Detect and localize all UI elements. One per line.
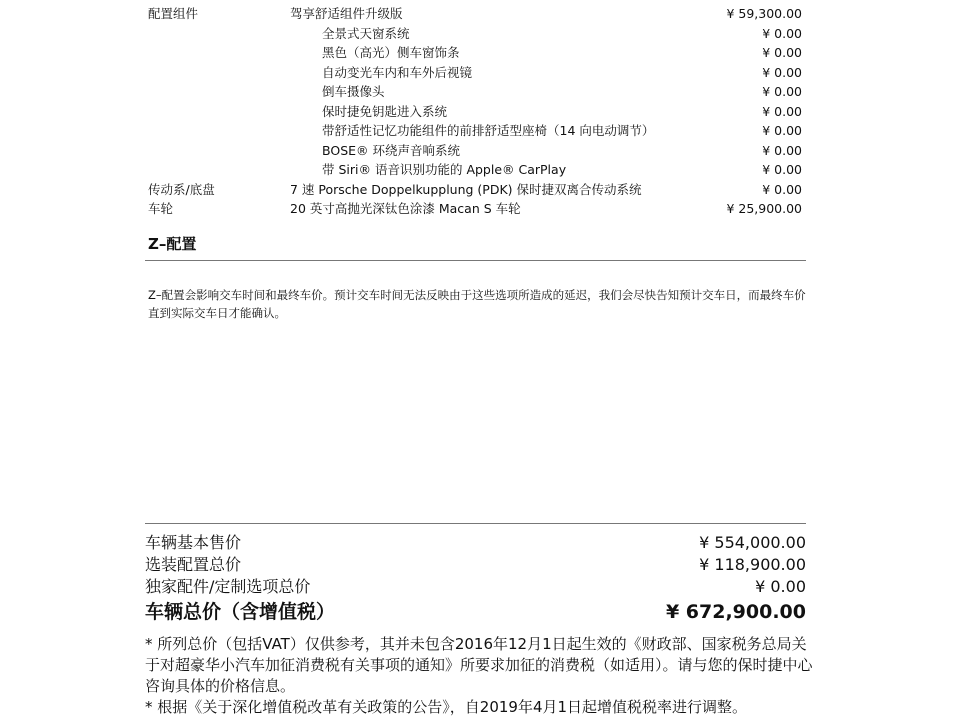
grand-total-value: ¥ 672,900.00 [665, 601, 806, 623]
equipment-item: 黑色（高光）侧车窗饰条 [322, 45, 460, 60]
total-label: 选装配置总价 [145, 555, 242, 574]
footnote: * 根据《关于深化增值税改革有关政策的公告》，自2019年4月1日起增值税税率进行调整。 [145, 698, 748, 716]
equipment-item: 保时捷免钥匙进入系统 [322, 103, 448, 119]
equipment-category: 车轮 [148, 201, 174, 216]
total-row-exclusive [145, 576, 806, 598]
footnotes [145, 634, 813, 718]
equipment-price: ¥ 0.00 [762, 25, 802, 41]
equipment-price: ¥ 0.00 [762, 64, 802, 80]
equipment-price: ¥ 0.00 [762, 162, 802, 177]
equipment-row [148, 63, 804, 83]
equipment-price: ¥ 59,300.00 [726, 6, 802, 21]
total-row-base-price [145, 532, 806, 554]
equipment-item: 7 速 Porsche Doppelkupplung (PDK) 保时捷双离合传动系统 [290, 181, 642, 197]
equipment-row [148, 43, 804, 63]
total-row-options [145, 554, 806, 576]
equipment-row [148, 141, 804, 161]
grand-total-label: 车辆总价（含增值税） [145, 601, 336, 623]
section-divider [145, 260, 806, 261]
equipment-category: 配置组件 [148, 6, 199, 21]
equipment-row [148, 199, 804, 219]
equipment-price: ¥ 0.00 [762, 123, 802, 138]
total-value: ¥ 554,000.00 [699, 533, 806, 552]
equipment-row [148, 82, 804, 102]
equipment-item: 自动变光车内和车外后视镜 [322, 64, 473, 80]
equipment-row [148, 121, 804, 141]
equipment-price: ¥ 25,900.00 [726, 201, 802, 216]
equipment-table [148, 4, 804, 219]
total-label: 车辆基本售价 [145, 533, 242, 552]
equipment-price: ¥ 0.00 [762, 181, 802, 197]
equipment-item: 全景式天窗系统 [322, 25, 410, 41]
total-value: ¥ 0.00 [755, 577, 806, 596]
equipment-item: 驾享舒适组件升级版 [290, 6, 403, 21]
equipment-row [148, 160, 804, 180]
equipment-item: 带 Siri® 语音识别功能的 Apple® CarPlay [322, 162, 567, 177]
equipment-item: BOSE® 环绕声音响系统 [322, 142, 461, 158]
equipment-row [148, 102, 804, 122]
equipment-item: 倒车摄像头 [322, 84, 385, 99]
equipment-row [148, 24, 804, 44]
equipment-row [148, 180, 804, 200]
totals-divider [145, 523, 806, 524]
total-value: ¥ 118,900.00 [699, 555, 806, 574]
z-config-title: Z–配置 [148, 235, 197, 253]
equipment-price: ¥ 0.00 [762, 142, 802, 158]
totals-block [145, 532, 806, 626]
equipment-item: 带舒适性记忆功能组件的前排舒适型座椅（14 向电动调节） [322, 123, 655, 138]
equipment-row [148, 4, 804, 24]
footnote: * 所列总价（包括VAT）仅供参考，其并未包含2016年12月1日起生效的《财政部、国家税务总局关于对超豪华小汽车加征消费税有关事项的通知》所要求加征的消费税（如适用）。请与您的保时捷中心咨询具体的价格信息。 [145, 635, 813, 695]
total-label: 独家配件/定制选项总价 [145, 577, 311, 596]
z-config-note: Z–配置会影响交车时间和最终车价。预计交车时间无法反映由于这些选项所造成的延迟，我们会尽快告知预计交车日，而最终车价直到实际交车日才能确认。 [148, 288, 806, 320]
equipment-price: ¥ 0.00 [762, 45, 802, 60]
equipment-price: ¥ 0.00 [762, 84, 802, 99]
grand-total-row [145, 598, 806, 626]
equipment-item: 20 英寸高抛光深钛色涂漆 Macan S 车轮 [290, 201, 521, 216]
equipment-price: ¥ 0.00 [762, 103, 802, 119]
equipment-category: 传动系/底盘 [148, 181, 215, 197]
